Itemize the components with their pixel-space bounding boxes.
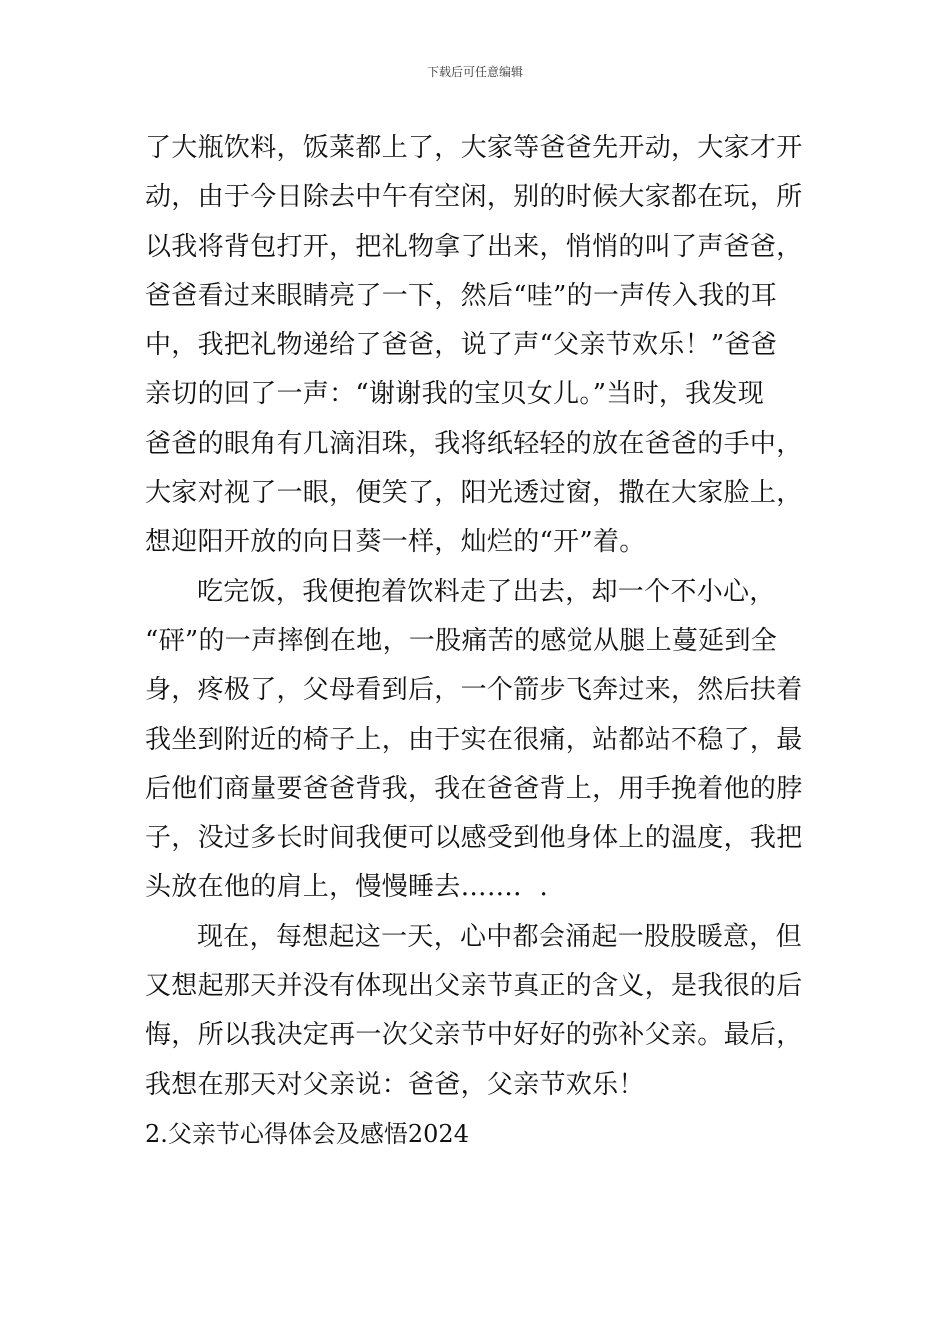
page-header: 下载后可任意编辑 — [426, 65, 523, 79]
text-line: 后他们商量要爸爸背我，我在爸爸背上，用手挽着他的脖 — [145, 773, 803, 804]
text-line: 我想在那天对父亲说：爸爸，父亲节欢乐！ — [145, 1069, 645, 1100]
text-line: 我坐到附近的椅子上，由于实在很痛，站都站不稳了，最 — [145, 724, 803, 755]
text-line: 爸爸的眼角有几滴泪珠，我将纸轻轻的放在爸爸的手中， — [145, 428, 803, 459]
text-line: 动，由于今日除去中午有空闲，别的时候大家都在玩，所 — [145, 182, 803, 213]
text-line: 现在，每想起这一天，心中都会涌起一股股暖意，但 — [197, 921, 802, 952]
paragraph — [145, 124, 807, 568]
text-line: 身，疼极了，父母看到后，一个箭步飞奔过来，然后扶着 — [145, 675, 803, 706]
text-line: 悔，所以我决定再一次父亲节中好好的弥补父亲。最后， — [145, 1020, 803, 1051]
text-line: 中，我把礼物递给了爸爸，说了声“父亲节欢乐！”爸爸 — [145, 330, 778, 361]
text-line: 想迎阳开放的向日葵一样，灿烂的“开”着。 — [145, 527, 646, 558]
text-line: “砰”的一声摔倒在地，一股痛苦的感觉从腿上蔓延到全 — [145, 625, 778, 656]
text-line: 头放在他的肩上，慢慢睡去……．. — [145, 872, 549, 903]
text-line: 以我将背包打开，把礼物拿了出来，悄悄的叫了声爸爸， — [145, 231, 803, 262]
text-line: 又想起那天并没有体现出父亲节真正的含义，是我很的后 — [145, 971, 803, 1002]
text-line: 了大瓶饮料，饭菜都上了，大家等爸爸先开动，大家才开 — [145, 133, 803, 163]
text-line: 大家对视了一眼，便笑了，阳光透过窗，撒在大家脸上， — [145, 478, 803, 509]
paragraph — [145, 568, 807, 913]
text-line: 吃完饭，我便抱着饮料走了出去，却一个不小心， — [197, 576, 776, 607]
text-line: 子，没过多长时间我便可以感受到他身体上的温度，我把 — [145, 823, 803, 854]
document-body — [145, 124, 807, 1159]
section-heading: 2.父亲节心得体会及感悟2024 — [145, 1119, 469, 1148]
text-line: 亲切的回了一声：“谢谢我的宝贝女儿。”当时，我发现 — [145, 379, 765, 410]
paragraph — [145, 913, 807, 1110]
text-line: 爸爸看过来眼睛亮了一下，然后“哇”的一声传入我的耳 — [145, 280, 778, 311]
